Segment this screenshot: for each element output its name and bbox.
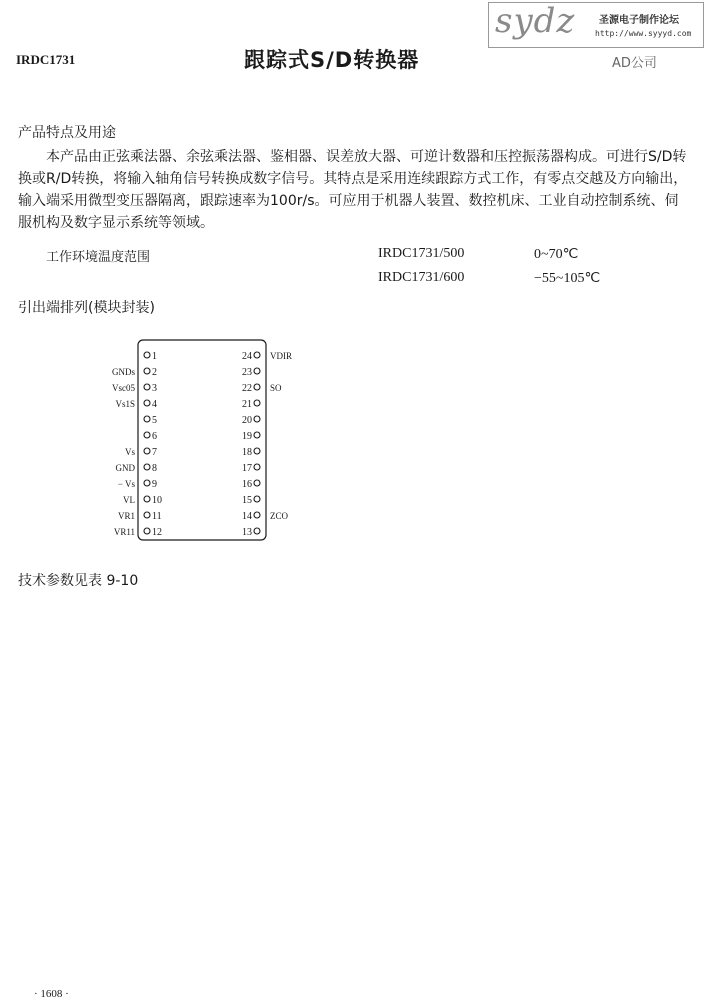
pin-circle xyxy=(254,432,260,438)
pin-circle xyxy=(144,496,150,502)
pin-label: − Vs xyxy=(117,479,135,489)
pin-circle xyxy=(144,352,150,358)
pin-number: 24 xyxy=(242,351,252,362)
pin-circle xyxy=(144,512,150,518)
pin-circle xyxy=(254,368,260,374)
pin-circle xyxy=(254,352,260,358)
part-number: IRDC1731 xyxy=(16,52,76,67)
pin-circle xyxy=(144,416,150,422)
pin-number: 2 xyxy=(152,367,157,378)
page-number: · 1608 · xyxy=(34,988,69,1000)
logo-site-name: 圣源电子制作论坛 xyxy=(599,15,679,26)
pin-number: 7 xyxy=(152,447,157,458)
pin-label: GND xyxy=(115,463,135,473)
company-name: AD公司 xyxy=(612,56,657,71)
features-description: 本产品由正弦乘法器、余弦乘法器、鉴相器、误差放大器、可逆计数器和压控振荡器构成。可进行S/D转换或R/D转换，将输入轴角信号转换成数字信号。其特点是采用连续跟踪方式工作，有零点交越及方向输出，输入端采用微型变压器隔离，跟踪速率为100r/s。可应用于机器人装置、数控机床、工业自动控制系统、伺服机构及数字显示系统等领域。 xyxy=(18,149,688,231)
watermark-logo xyxy=(488,2,704,48)
pin-circle xyxy=(144,384,150,390)
pin-label: ZCO xyxy=(270,511,288,521)
pin-label: GNDs xyxy=(111,367,135,377)
logo-url: http://www.syyyd.com xyxy=(595,29,692,38)
pin-circle xyxy=(144,480,150,486)
logo-mark: sydz xyxy=(495,1,576,41)
pin-number: 9 xyxy=(152,479,157,490)
pin-diagram xyxy=(90,338,330,543)
temperature-label: 工作环境温度范围 xyxy=(46,250,151,265)
pin-number: 23 xyxy=(242,367,252,378)
pin-number: 15 xyxy=(242,495,252,506)
pin-number: 12 xyxy=(152,527,162,538)
pin-number: 13 xyxy=(242,527,252,538)
pin-label: Vsc05 xyxy=(112,383,135,393)
pinout-heading: 引出端排列(模块封装) xyxy=(18,300,155,316)
pin-label: VR1 xyxy=(117,511,135,521)
pin-label: Vs1S xyxy=(115,399,135,409)
pin-circle xyxy=(254,528,260,534)
pin-circle xyxy=(144,432,150,438)
pin-circle xyxy=(254,384,260,390)
temperature-range: −55~105℃ xyxy=(534,271,601,286)
pin-number: 20 xyxy=(242,415,252,426)
pin-circle xyxy=(254,496,260,502)
pin-number: 17 xyxy=(242,463,252,474)
pin-circle xyxy=(144,400,150,406)
pin-number: 19 xyxy=(242,431,252,442)
pin-number: 1 xyxy=(152,351,157,362)
pin-circle xyxy=(254,400,260,406)
pin-number: 8 xyxy=(152,463,157,474)
pin-number: 16 xyxy=(242,479,252,490)
pin-number: 14 xyxy=(242,511,252,522)
pin-circle xyxy=(254,416,260,422)
pin-circle xyxy=(144,528,150,534)
pin-label: VDIR xyxy=(270,351,292,361)
pin-circle xyxy=(254,512,260,518)
pin-number: 22 xyxy=(242,383,252,394)
pin-number: 10 xyxy=(152,495,162,506)
pin-circle xyxy=(254,480,260,486)
specs-note: 技术参数见表 9-10 xyxy=(18,573,139,589)
pin-label: SO xyxy=(270,383,282,393)
pin-number: 6 xyxy=(152,431,157,442)
features-heading: 产品特点及用途 xyxy=(18,125,116,141)
pin-circle xyxy=(254,464,260,470)
temperature-model: IRDC1731/500 xyxy=(378,246,465,261)
pin-number: 4 xyxy=(152,399,157,410)
pin-label: VL xyxy=(123,495,135,505)
pin-label: VR11 xyxy=(113,527,135,537)
pin-number: 5 xyxy=(152,415,157,426)
pin-label: Vs xyxy=(124,447,135,457)
pin-circle xyxy=(254,448,260,454)
pin-circle xyxy=(144,368,150,374)
pin-number: 3 xyxy=(152,383,157,394)
temperature-model: IRDC1731/600 xyxy=(378,270,465,285)
pin-number: 21 xyxy=(242,399,252,410)
page-title: 跟踪式S/D转换器 xyxy=(244,48,420,72)
pin-circle xyxy=(144,448,150,454)
pin-circle xyxy=(144,464,150,470)
pin-number: 18 xyxy=(242,447,252,458)
pin-number: 11 xyxy=(152,511,162,522)
temperature-range: 0~70℃ xyxy=(534,247,579,262)
